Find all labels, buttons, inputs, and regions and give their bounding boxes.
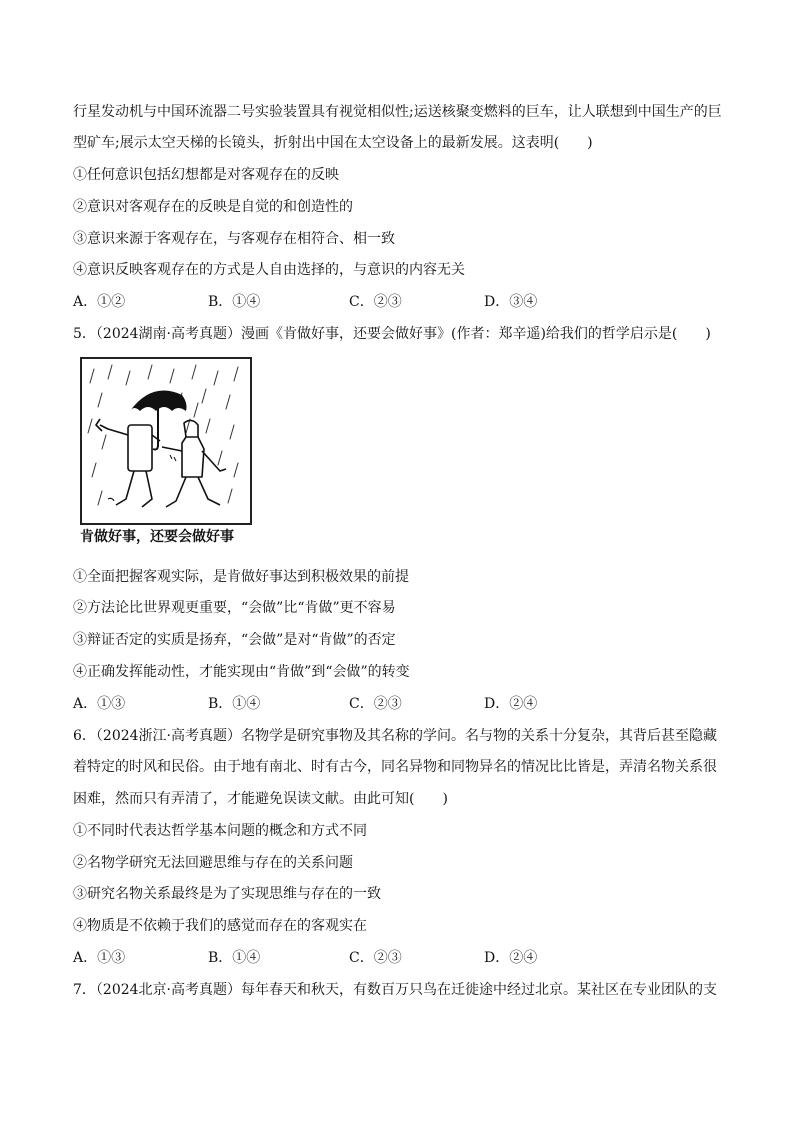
- q5-statement-3: ③辩证否定的实质是扬弃，“会做”是对“肯做”的否定: [73, 632, 396, 648]
- q4-option-a[interactable]: A．①②: [73, 294, 126, 310]
- cartoon-umbrella-two-figures: [82, 359, 250, 523]
- q6-option-a[interactable]: A．①③: [73, 950, 126, 966]
- q6-option-d[interactable]: D．②④: [484, 950, 538, 966]
- q4-stem-line-2: 型矿车;展示太空天梯的长镜头，折射出中国在太空设备上的最新发展。这表明( ): [73, 135, 593, 151]
- q4-options: [73, 292, 733, 312]
- q4-option-c[interactable]: C．②③: [349, 294, 402, 310]
- q6-option-c[interactable]: C．②③: [349, 950, 402, 966]
- q6-statement-1: ①不同时代表达哲学基本问题的概念和方式不同: [73, 823, 367, 839]
- q4-statement-1: ①任何意识包括幻想都是对客观存在的反映: [73, 167, 339, 183]
- q6-stem-line-2: 着特定的时风和民俗。由于地有南北、时有古今，同名异物和同物异名的情况比比皆是，弄清名物关系很: [73, 759, 717, 775]
- q4-statement-2: ②意识对客观存在的反映是自觉的和创造性的: [73, 199, 353, 215]
- q5-statement-1: ①全面把握客观实际，是肯做好事达到积极效果的前提: [73, 569, 409, 585]
- q4-option-d[interactable]: D．③④: [484, 294, 538, 310]
- q6-statement-4: ④物质是不依赖于我们的感觉而存在的客观实在: [73, 918, 367, 934]
- q5-option-d[interactable]: D．②④: [484, 696, 538, 712]
- q5-statement-4: ④正确发挥能动性，才能实现由“肯做”到“会做”的转变: [73, 664, 410, 680]
- q4-stem-line-1: 行星发动机与中国环流器二号实验装置具有视觉相似性;运送核聚变燃料的巨车，让人联想到中国生产的巨: [73, 104, 722, 120]
- q5-stem: 5．（2024湖南·高考真题）漫画《肯做好事，还要会做好事》(作者：郑辛遥)给我们的哲学启示是( ): [73, 326, 711, 342]
- q5-option-c[interactable]: C．②③: [349, 696, 402, 712]
- q5-option-a[interactable]: A．①③: [73, 696, 126, 712]
- q6-stem-line-1: 6．（2024浙江·高考真题）名物学是研究事物及其名称的学问。名与物的关系十分复杂，其背后甚至隐藏: [73, 728, 717, 744]
- q4-statement-3: ③意识来源于客观存在，与客观存在相符合、相一致: [73, 231, 395, 247]
- q6-stem-line-3: 困难，然而只有弄清了，才能避免误读文献。由此可知( ): [73, 791, 448, 807]
- q6-options: [73, 948, 733, 968]
- cartoon-caption: 肯做好事，还要会做好事: [80, 529, 234, 545]
- cartoon-illustration: [80, 357, 252, 525]
- q5-statement-2: ②方法论比世界观更重要，“会做”比“肯做”更不容易: [73, 600, 396, 616]
- q6-statement-2: ②名物学研究无法回避思维与存在的关系问题: [73, 855, 353, 871]
- q4-statement-4: ④意识反映客观存在的方式是人自由选择的，与意识的内容无关: [73, 262, 465, 278]
- q6-statement-3: ③研究名物关系最终是为了实现思维与存在的一致: [73, 886, 381, 902]
- q6-option-b[interactable]: B．①④: [208, 950, 261, 966]
- q5-options: [73, 694, 733, 714]
- q4-option-b[interactable]: B．①④: [208, 294, 261, 310]
- q5-option-b[interactable]: B．①④: [208, 696, 261, 712]
- q7-stem-line-1: 7．（2024北京·高考真题）每年春天和秋天，有数百万只鸟在迁徙途中经过北京。某社区在专业团队的支: [73, 982, 717, 998]
